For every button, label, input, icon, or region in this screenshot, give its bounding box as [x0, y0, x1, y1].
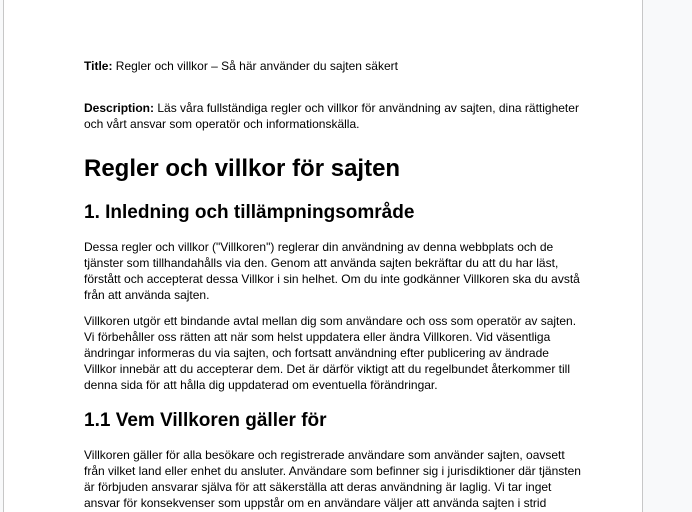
section-1-1-heading: 1.1 Vem Villkoren gäller för [84, 410, 327, 431]
document-page [3, 0, 643, 512]
section-1-paragraph-2: Villkoren utgör ett bindande avtal mellan dig som användare och oss som operatör av sajten. Vi förbehåller oss rätten att när som helst uppdatera eller ändra Villkoren. Vid väsentliga ändringar informeras du via sajten, och fortsatt användning efter publicering av ändrade Villkor innebär att du accepterar dem. Det är därför viktigt att du regelbundet återkommer till denna sida för att hålla dig uppdaterad om eventuella förändringar. [84, 314, 577, 392]
meta-description [84, 100, 584, 132]
section-1-paragraph-1: Dessa regler och villkor ("Villkoren") reglerar din användning av denna webbplats och de tjänster som tillhandahålls via den. Genom att använda sajten bekräftar du att du har läst, förstått och accepterat dessa Villkor i sin helhet. Om du inte godkänner Villkoren ska du avstå från att använda sajten. [84, 240, 580, 302]
page-heading: Regler och villkor för sajten [84, 155, 401, 182]
meta-description-label: Description: [84, 101, 155, 115]
meta-title-value: Regler och villkor – Så här använder du sajten säkert [115, 59, 398, 73]
meta-title [84, 58, 584, 74]
document-content [84, 58, 584, 512]
meta-title-label: Title: [84, 59, 113, 73]
meta-description-value: Läs våra fullständiga regler och villkor för användning av sajten, dina rättigheter och vårt ansvar som operatör och informationskälla. [84, 101, 579, 131]
section-1-1-paragraph-1: Villkoren gäller för alla besökare och registrerade användare som använder sajten, oavsett från vilket land eller enhet du ansluter. Användare som befinner sig i jurisdiktioner där tjänsten är förbjuden ansvarar själva för att säkerställa att deras användning är laglig. Vi tar inget ansvar för konsekvenser som uppstår om en användare väljer att använda sajten i strid [84, 448, 581, 510]
section-1-heading: 1. Inledning och tillämpningsområde [84, 202, 415, 223]
